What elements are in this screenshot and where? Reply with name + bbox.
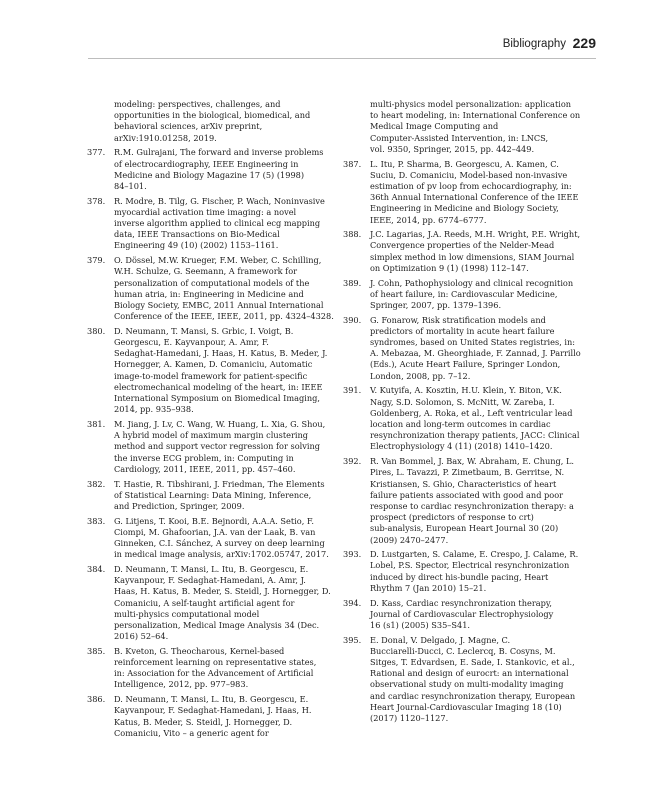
reference-number: 390. xyxy=(343,314,362,325)
reference-text: D. Neumann, T. Mansi, L. Itu, B. Georgescu, E. Kayvanpour, F. Sedaghat-Hamedani, A. Amr, J. Haas, H. Katus, B. Meder, S. Steidl, J. Hornegger, D. Comaniciu, A self-taught artificial agent for multi-physics computational model personalization, Medical Image Analysis 34 (Dec. 2016) 52–64. xyxy=(114,563,331,642)
reference-text: L. Itu, P. Sharma, B. Georgescu, A. Kamen, C. Suciu, D. Comaniciu, Model-based non-invasive estimation of pv loop from echocardiography, in: 36th Annual International Conference of the IEEE Engineering in Medicine and Biology Society, IEEE, 2014, pp. 6774–6777. xyxy=(370,158,579,225)
reference-number: 394. xyxy=(343,597,362,608)
reference-entry xyxy=(343,456,597,546)
reference-entry xyxy=(87,147,341,192)
reference-number: 377. xyxy=(87,147,106,158)
reference-number: 382. xyxy=(87,478,106,489)
reference-entry xyxy=(343,278,597,312)
reference-number: 392. xyxy=(343,456,362,467)
reference-entry xyxy=(343,598,597,632)
reference-entry xyxy=(343,229,597,274)
reference-text: modeling: perspectives, challenges, and opportunities in the biological, biomedical, and behavioral sciences, arXiv preprint, arXiv:1910.01258, 2019. xyxy=(114,99,311,143)
reference-number: 389. xyxy=(343,277,362,288)
reference-entry xyxy=(87,694,341,739)
reference-number xyxy=(87,99,114,144)
reference-text: V. Kutyifa, A. Kosztin, H.U. Klein, Y. Biton, V.K. Nagy, S.D. Solomon, S. McNitt, W. Zareba, I. Goldenberg, A. Roka, et al., Left ventricular lead location and long-term outcomes in cardiac resynchronization therapy patients, JACC: Clinical Electrophysiology 4 (11) (2018) 1410–1420. xyxy=(370,385,580,452)
running-header xyxy=(88,36,596,59)
reference-entry xyxy=(343,549,597,594)
running-header-title: Bibliography xyxy=(502,38,566,50)
reference-entry xyxy=(343,159,597,226)
reference-text: E. Donal, V. Delgado, J. Magne, C. Bucciarelli-Ducci, C. Leclercq, B. Cosyns, M. Sitges, T. Edvardsen, E. Sade, I. Stankovic, et al., Rational and design of eurocrt: an international observational study on multi-modality imaging and cardiac resynchronization therapy, European Heart Journal-Cardiovascular Imaging 18 (10) (2017) 1120–1127. xyxy=(370,634,576,724)
reference-entry xyxy=(87,419,341,475)
reference-number: 385. xyxy=(87,645,106,656)
reference-text: D. Kass, Cardiac resynchronization therapy, Journal of Cardiovascular Electrophysiology 16 (s1) (2005) S35–S41. xyxy=(370,597,554,630)
reference-text: multi-physics model personalization: application to heart modeling, in: International Conference on Medical Image Computing and Computer-Assisted Intervention, in: LNCS, vol. 9350, Springer, 2015, pp. 442–449. xyxy=(370,99,581,154)
reference-entry xyxy=(87,564,341,642)
reference-text: R.M. Gulrajani, The forward and inverse problems of electrocardiography, IEEE Engineering in Medicine and Biology Magazine 17 (5) (1998) 84–101. xyxy=(114,147,324,191)
reference-entry xyxy=(343,635,597,725)
reference-entry xyxy=(87,646,341,691)
reference-entry xyxy=(87,516,341,561)
reference-entry xyxy=(87,255,341,322)
reference-text: R. Modre, B. Tilg, G. Fischer, P. Wach, Noninvasive myocardial activation time imaging: a novel inverse algorithm applied to clinical ecg mapping data, IEEE Transactions on Bio-Medical Engineering 49 (10) (2002) 1153–1161. xyxy=(114,195,325,251)
reference-entry xyxy=(343,99,597,155)
reference-number: 388. xyxy=(343,229,362,240)
reference-text: M. Jiang, J. Lv, C. Wang, W. Huang, L. Xia, G. Shou, A hybrid model of maximum margin clustering method and support vector regression for solving the inverse ECG problem, in: Computing in Cardiology, 2011, IEEE, 2011, pp. 457–460. xyxy=(114,418,326,474)
reference-entry xyxy=(87,326,341,416)
reference-number: 381. xyxy=(87,418,106,429)
reference-number: 378. xyxy=(87,195,106,206)
reference-text: J.C. Lagarias, J.A. Reeds, M.H. Wright, P.E. Wright, Convergence properties of the Nelder-Mead simplex method in low dimensions, SIAM Journal on Optimization 9 (1) (1998) 112–147. xyxy=(370,229,581,273)
page-number: 229 xyxy=(572,35,596,51)
reference-number: 384. xyxy=(87,563,106,574)
reference-text: T. Hastie, R. Tibshirani, J. Friedman, The Elements of Statistical Learning: Data Mining, Inference, and Prediction, Springer, 2009. xyxy=(114,478,325,511)
reference-number: 379. xyxy=(87,255,106,266)
reference-entry xyxy=(87,479,341,513)
reference-entry xyxy=(343,385,597,452)
reference-text: G. Litjens, T. Kooi, B.E. Bejnordi, A.A.A. Setio, F. Ciompi, M. Ghafoorian, J.A. van der Laak, B. van Ginneken, C.I. Sánchez, A survey on deep learning in medical image analysis, arXiv:1702.05747, 2017. xyxy=(114,515,329,560)
reference-entry xyxy=(87,99,341,144)
reference-text: J. Cohn, Pathophysiology and clinical recognition of heart failure, in: Cardiovascular Medicine, Springer, 2007, pp. 1379–1396. xyxy=(370,277,574,310)
reference-column-left xyxy=(87,99,341,742)
reference-column-right xyxy=(343,99,597,728)
reference-text: B. Kveton, G. Theocharous, Kernel-based reinforcement learning on representative states, in: Association for the Advancement of Artificial Intelligence, 2012, pp. 977–983. xyxy=(114,645,317,690)
reference-entry xyxy=(87,196,341,252)
reference-number xyxy=(343,99,370,155)
reference-number: 387. xyxy=(343,158,362,169)
reference-number: 383. xyxy=(87,515,106,526)
reference-number: 386. xyxy=(87,694,106,705)
reference-number: 391. xyxy=(343,385,362,396)
reference-text: D. Neumann, T. Mansi, S. Grbic, I. Voigt, B. Georgescu, E. Kayvanpour, A. Amr, F. Sedaghat-Hamedani, J. Haas, H. Katus, B. Meder, J. Hornegger, A. Kamen, D. Comaniciu, Automatic image-to-model framework for patient-specific electromechanical modeling of the heart, in: IEEE International Symposium on Biomedical Imaging, 2014, pp. 935–938. xyxy=(114,325,328,415)
reference-text: O. Dössel, M.W. Krueger, F.M. Weber, C. Schilling, W.H. Schulze, G. Seemann, A framework for personalization of computational models of the human atria, in: Engineering in Medicine and Biology Society, EMBC, 2011 Annual International Conference of the IEEE, IEEE, 2011, pp. 4324–4328. xyxy=(114,255,334,322)
reference-entry xyxy=(343,315,597,382)
reference-text: G. Fonarow, Risk stratification models and predictors of mortality in acute heart failure syndromes, based on United States registries, in: A. Mebazaa, M. Gheorghiade, F. Zannad, J. Parrillo (Eds.), Acute Heart Failure, Springer London, London, 2008, pp. 7–12. xyxy=(370,314,581,381)
reference-number: 393. xyxy=(343,549,362,560)
reference-number: 380. xyxy=(87,325,106,336)
reference-number: 395. xyxy=(343,634,362,645)
reference-text: D. Lustgarten, S. Calame, E. Crespo, J. Calame, R. Lobel, P.S. Spector, Electrical resynchronization induced by direct his-bundle pacing, Heart Rhythm 7 (Jan 2010) 15–21. xyxy=(370,549,579,593)
reference-text: R. Van Bommel, J. Bax, W. Abraham, E. Chung, L. Pires, L. Tavazzi, P. Zimetbaum, B. Gerritse, N. Kristiansen, S. Ghio, Characteristics of heart failure patients associated with good and poor response to cardiac resynchronization therapy: a prospect (predictors of response to crt) sub-analysis, European Heart Journal 30 (20) (2009) 2470–2477. xyxy=(370,456,575,545)
reference-text: D. Neumann, T. Mansi, L. Itu, B. Georgescu, E. Kayvanpour, F. Sedaghat-Hamedani, J. Haas, H. Katus, B. Meder, S. Steidl, J. Hornegger, D. Comaniciu, Vito – a generic agent for xyxy=(114,694,312,738)
